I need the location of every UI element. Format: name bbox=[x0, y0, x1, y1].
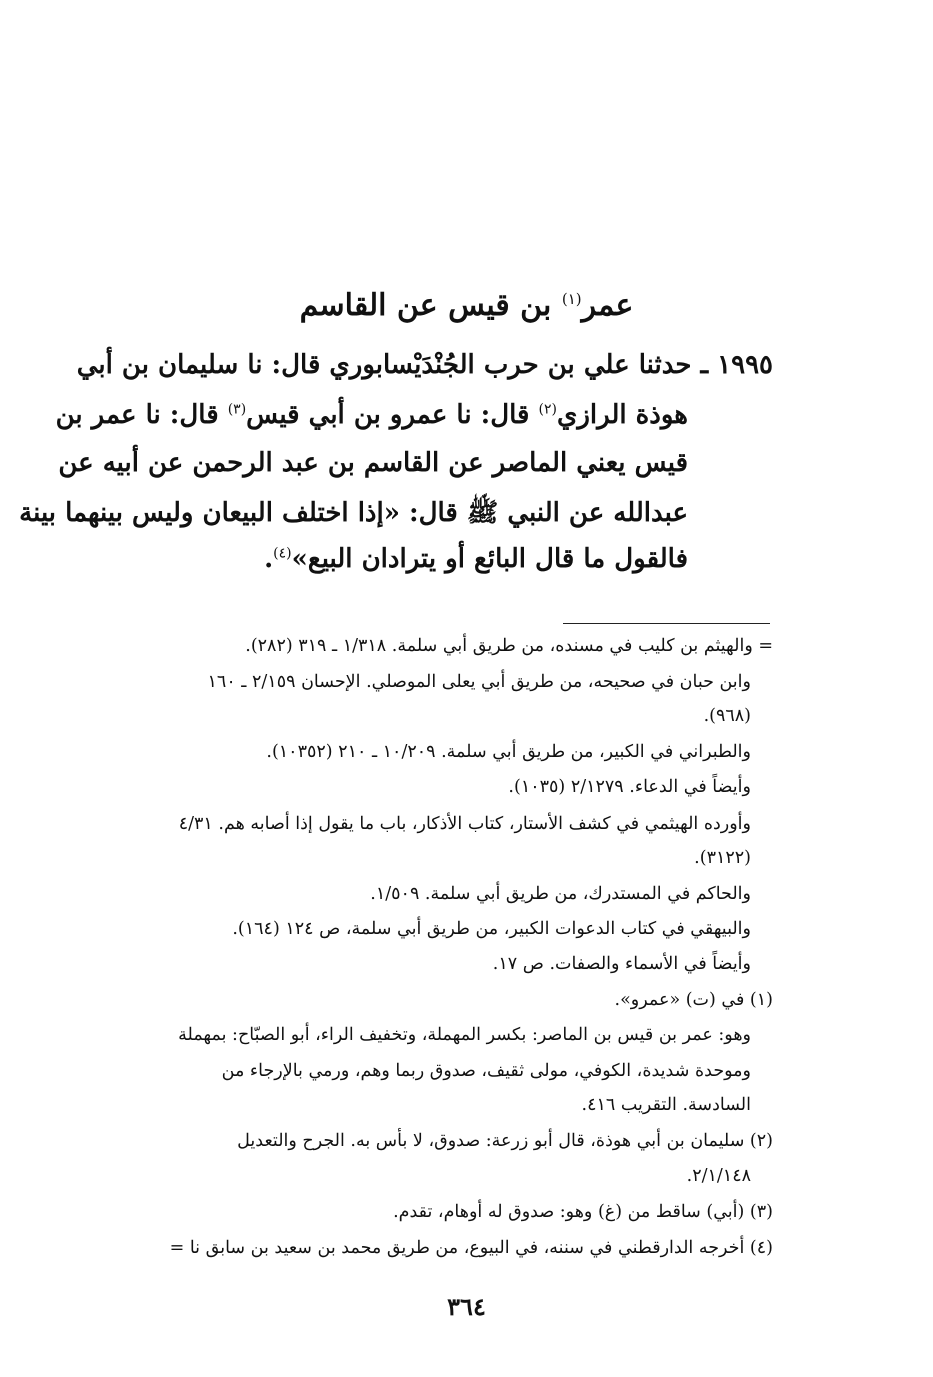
footnote-divider bbox=[563, 623, 770, 624]
footnote-4: (٤) أخرجه الدارقطني في سننه، في البيوع، من طريق محمد بن سعيد بن سابق نا = bbox=[169, 1238, 773, 1258]
footnote-line: السادسة. التقريب ٤١٦. bbox=[581, 1095, 751, 1115]
heading-rest: بن قيس عن القاسم bbox=[299, 288, 562, 323]
hadith-line-2: هوذة الرازي$^{(٢)}$ قال: نا عمرو بن أبي قيس$^{(٣)}$ قال: نا عمر بن bbox=[55, 400, 688, 430]
footnote-line: = والهيثم بن كليب في مسنده، من طريق أبي سلمة. ١/٣١٨ ـ ٣١٩ (٢٨٢). bbox=[245, 636, 773, 656]
footnote-line: وموحدة شديدة، الكوفي، مولى ثقيف، صدوق ربما وهم، ورمي بالإرجاء من bbox=[221, 1061, 751, 1081]
hadith-line-5: فالقول ما قال البائع أو يترادان البيع»$^{(٤)}$. bbox=[264, 544, 688, 574]
footnote-line: وابن حبان في صحيحه، من طريق أبي يعلى الموصلي. الإحسان ٢/١٥٩ ـ ١٦٠ bbox=[207, 672, 751, 692]
footnote-ref-2: (٢) bbox=[538, 401, 557, 418]
footnote-ref-1: (١) bbox=[561, 290, 582, 308]
footnote-line: وأورده الهيثمي في كشف الأستار، كتاب الأذكار، باب ما يقول إذا أصابه هم. ٤/٣١ bbox=[178, 814, 751, 834]
footnote-line: والحاكم في المستدرك، من طريق أبي سلمة. ١/٥٠٩. bbox=[370, 884, 751, 904]
footnote-line: (٩٦٨). bbox=[703, 706, 751, 726]
footnote-line: والبيهقي في كتاب الدعوات الكبير، من طريق أبي سلمة، ص ١٢٤ (١٦٤). bbox=[232, 919, 751, 939]
footnote-line: وأيضاً في الأسماء والصفات. ص ١٧. bbox=[492, 954, 751, 974]
footnote-line: والطبراني في الكبير، من طريق أبي سلمة. ١٠/٢٠٩ ـ ٢١٠ (١٠٣٥٢). bbox=[266, 742, 751, 762]
footnote-line: (٣١٢٢). bbox=[694, 848, 751, 868]
footnote-ref-4: (٤) bbox=[273, 545, 292, 562]
page-number: ٣٦٤ bbox=[447, 1292, 486, 1321]
footnote-line: ٢/١/١٤٨. bbox=[686, 1166, 751, 1186]
footnote-2: (٢) سليمان بن أبي هوذة، قال أبو زرعة: صدوق، لا بأس به. الجرح والتعديل bbox=[237, 1131, 773, 1151]
hadith-line-1: ١٩٩٥ ـ حدثنا علي بن حرب الجُنْدَيْسابوري قال: نا سليمان بن أبي bbox=[76, 350, 773, 380]
hadith-line-3: قيس يعني الماصر عن القاسم بن عبد الرحمن عن أبيه عن bbox=[58, 448, 688, 478]
section-heading bbox=[0, 288, 933, 323]
heading-name: عمر bbox=[581, 288, 634, 323]
footnote-1: (١) في (ت) «عمرو». bbox=[614, 990, 773, 1010]
footnote-line: وهو: عمر بن قيس بن الماصر: بكسر المهملة، وتخفيف الراء، أبو الصبّاح: بمهملة bbox=[178, 1025, 751, 1045]
footnote-3: (٣) (أبي) ساقط من (غ) وهو: صدوق له أوهام، تقدم. bbox=[393, 1202, 773, 1222]
footnote-line: وأيضاً في الدعاء. ٢/١٢٧٩ (١٠٣٥). bbox=[508, 777, 751, 797]
hadith-line-4: عبدالله عن النبي ﷺ قال: «إذا اختلف البيعان وليس بينهما بينة bbox=[19, 498, 688, 528]
footnote-ref-3: (٣) bbox=[227, 401, 247, 418]
